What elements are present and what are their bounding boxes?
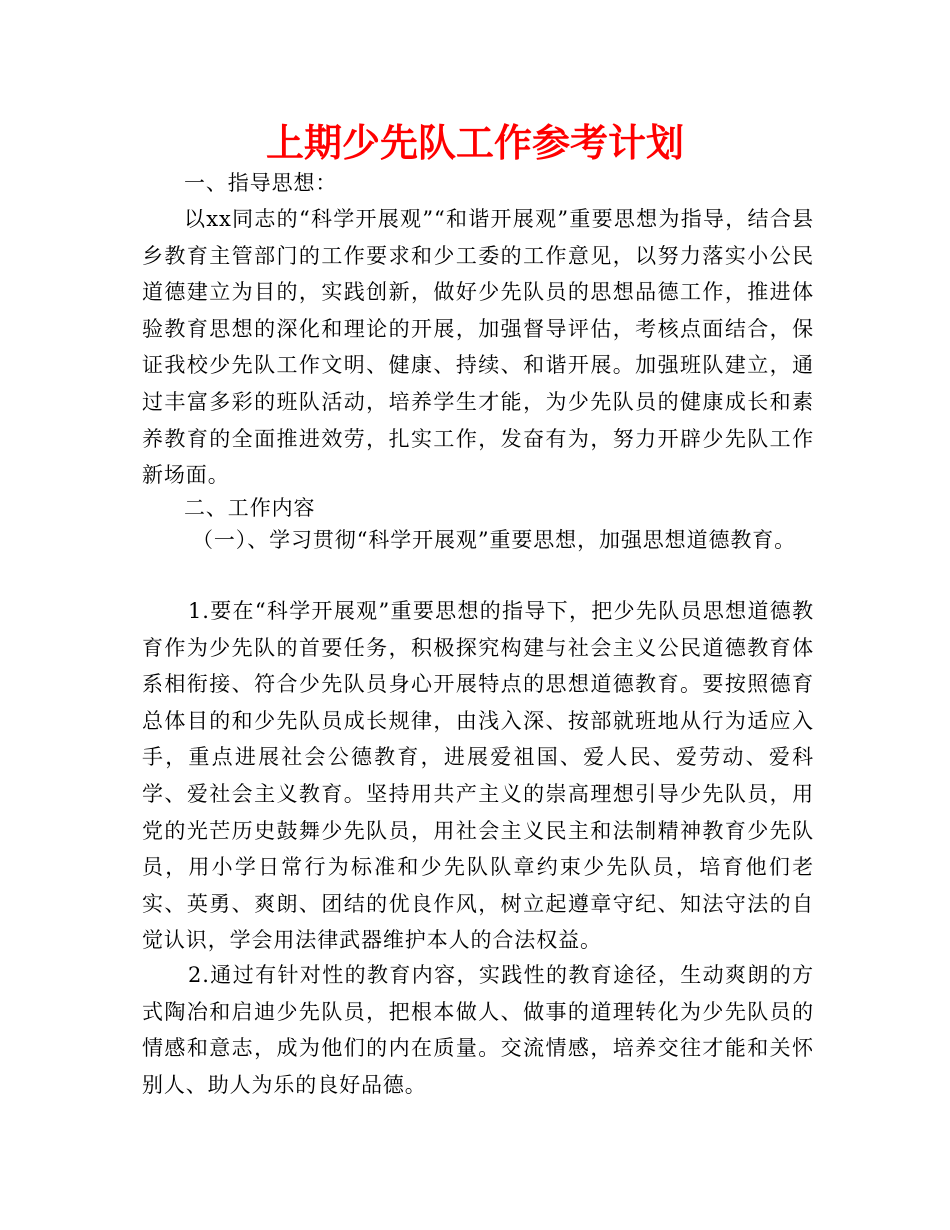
section-heading-work-content: 二、工作内容 [184, 496, 316, 520]
section-heading-guiding-thought: 一、指导思想： [184, 171, 338, 195]
document-title: 上期少先队工作参考计划 [265, 121, 684, 165]
subsection-heading-ideological-education: （一）、学习贯彻“科学开展观”重要思想，加强思想道德教育。 [192, 528, 797, 552]
numbered-paragraph-1: 1.要在“科学开展观”重要思想的指导下，把少先队员思想道德教育作为少先队的首要任务，积极探究构建与社会主义公民道德教育体系相衔接、符合少先队员身心开展特点的思想道德教育。要按照德育总体目的和少先队员成长规律，由浅入深、按部就班地从行为适应入手，重点进展社会公德教育，进展爱祖国、爱人民、爱劳动、爱科学、爱社会主义教育。坚持用共产主义的崇高理想引导少先队员，用党的光芒历史鼓舞少先队员，用社会主义民主和法制精神教育少先队员，用小学日常行为标准和少先队队章约束少先队员，培育他们老实、英勇、爽朗、团结的优良作风，树立起遵章守纪、知法守法的自觉认识，学会用法律武器维护本人的合法权益。 [142, 599, 814, 953]
numbered-paragraph-2: 2.通过有针对性的教育内容，实践性的教育途径，生动爽朗的方式陶冶和启迪少先队员，把根本做人、做事的道理转化为少先队员的情感和意志，成为他们的内在质量。交流情感，培养交往才能和关怀别人、助人为乐的良好品德。 [142, 963, 814, 1097]
paragraph-guiding-thought: 以xx同志的“科学开展观”“和谐开展观”重要思想为指导，结合县乡教育主管部门的工作要求和少工委的工作意见，以努力落实小公民道德建立为目的，实践创新，做好少先队员的思想品德工作，推进体验教育思想的深化和理论的开展，加强督导评估，考核点面结合，保证我校少先队工作文明、健康、持续、和谐开展。加强班队建立，通过丰富多彩的班队活动，培养学生才能，为少先队员的健康成长和素养教育的全面推进效劳，扎实工作，发奋有为，努力开辟少先队工作新场面。 [142, 207, 814, 488]
